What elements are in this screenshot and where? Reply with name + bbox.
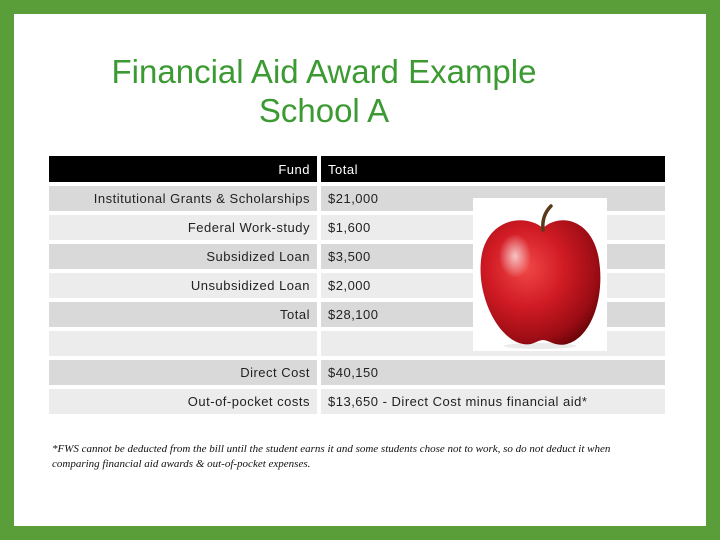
title-line-2: School A <box>258 92 390 129</box>
row-value: $1,600 <box>319 213 665 242</box>
row-label <box>49 329 319 358</box>
table-row <box>49 358 665 387</box>
row-label: Unsubsidized Loan <box>49 271 319 300</box>
row-label: Direct Cost <box>49 358 319 387</box>
row-label: Subsidized Loan <box>49 242 319 271</box>
title-line-1: Financial Aid Award Example <box>111 53 537 90</box>
row-value: $40,150 <box>319 358 665 387</box>
footnote: *FWS cannot be deducted from the bill until the student earns it and some students chose not to work, so do not deduct it when comparing financial aid awards & out-of-pocket expenses. <box>52 443 611 470</box>
row-value: $21,000 <box>319 184 665 213</box>
table-header-row <box>49 156 665 184</box>
row-label: Institutional Grants & Scholarships <box>49 184 319 213</box>
apple-icon <box>473 198 607 351</box>
row-value: $3,500 <box>319 242 665 271</box>
header-fund: Fund <box>49 156 319 184</box>
header-total: Total <box>319 156 665 184</box>
row-label: Total <box>49 300 319 329</box>
slide <box>14 14 706 526</box>
row-label: Federal Work-study <box>49 213 319 242</box>
apple-image <box>473 198 607 351</box>
slide-title <box>54 52 594 130</box>
table-row <box>49 387 665 416</box>
row-label: Out-of-pocket costs <box>49 387 319 416</box>
row-value: $28,100 <box>319 300 665 329</box>
row-value: $13,650 - Direct Cost minus financial aid* <box>319 387 665 416</box>
row-value: $2,000 <box>319 271 665 300</box>
